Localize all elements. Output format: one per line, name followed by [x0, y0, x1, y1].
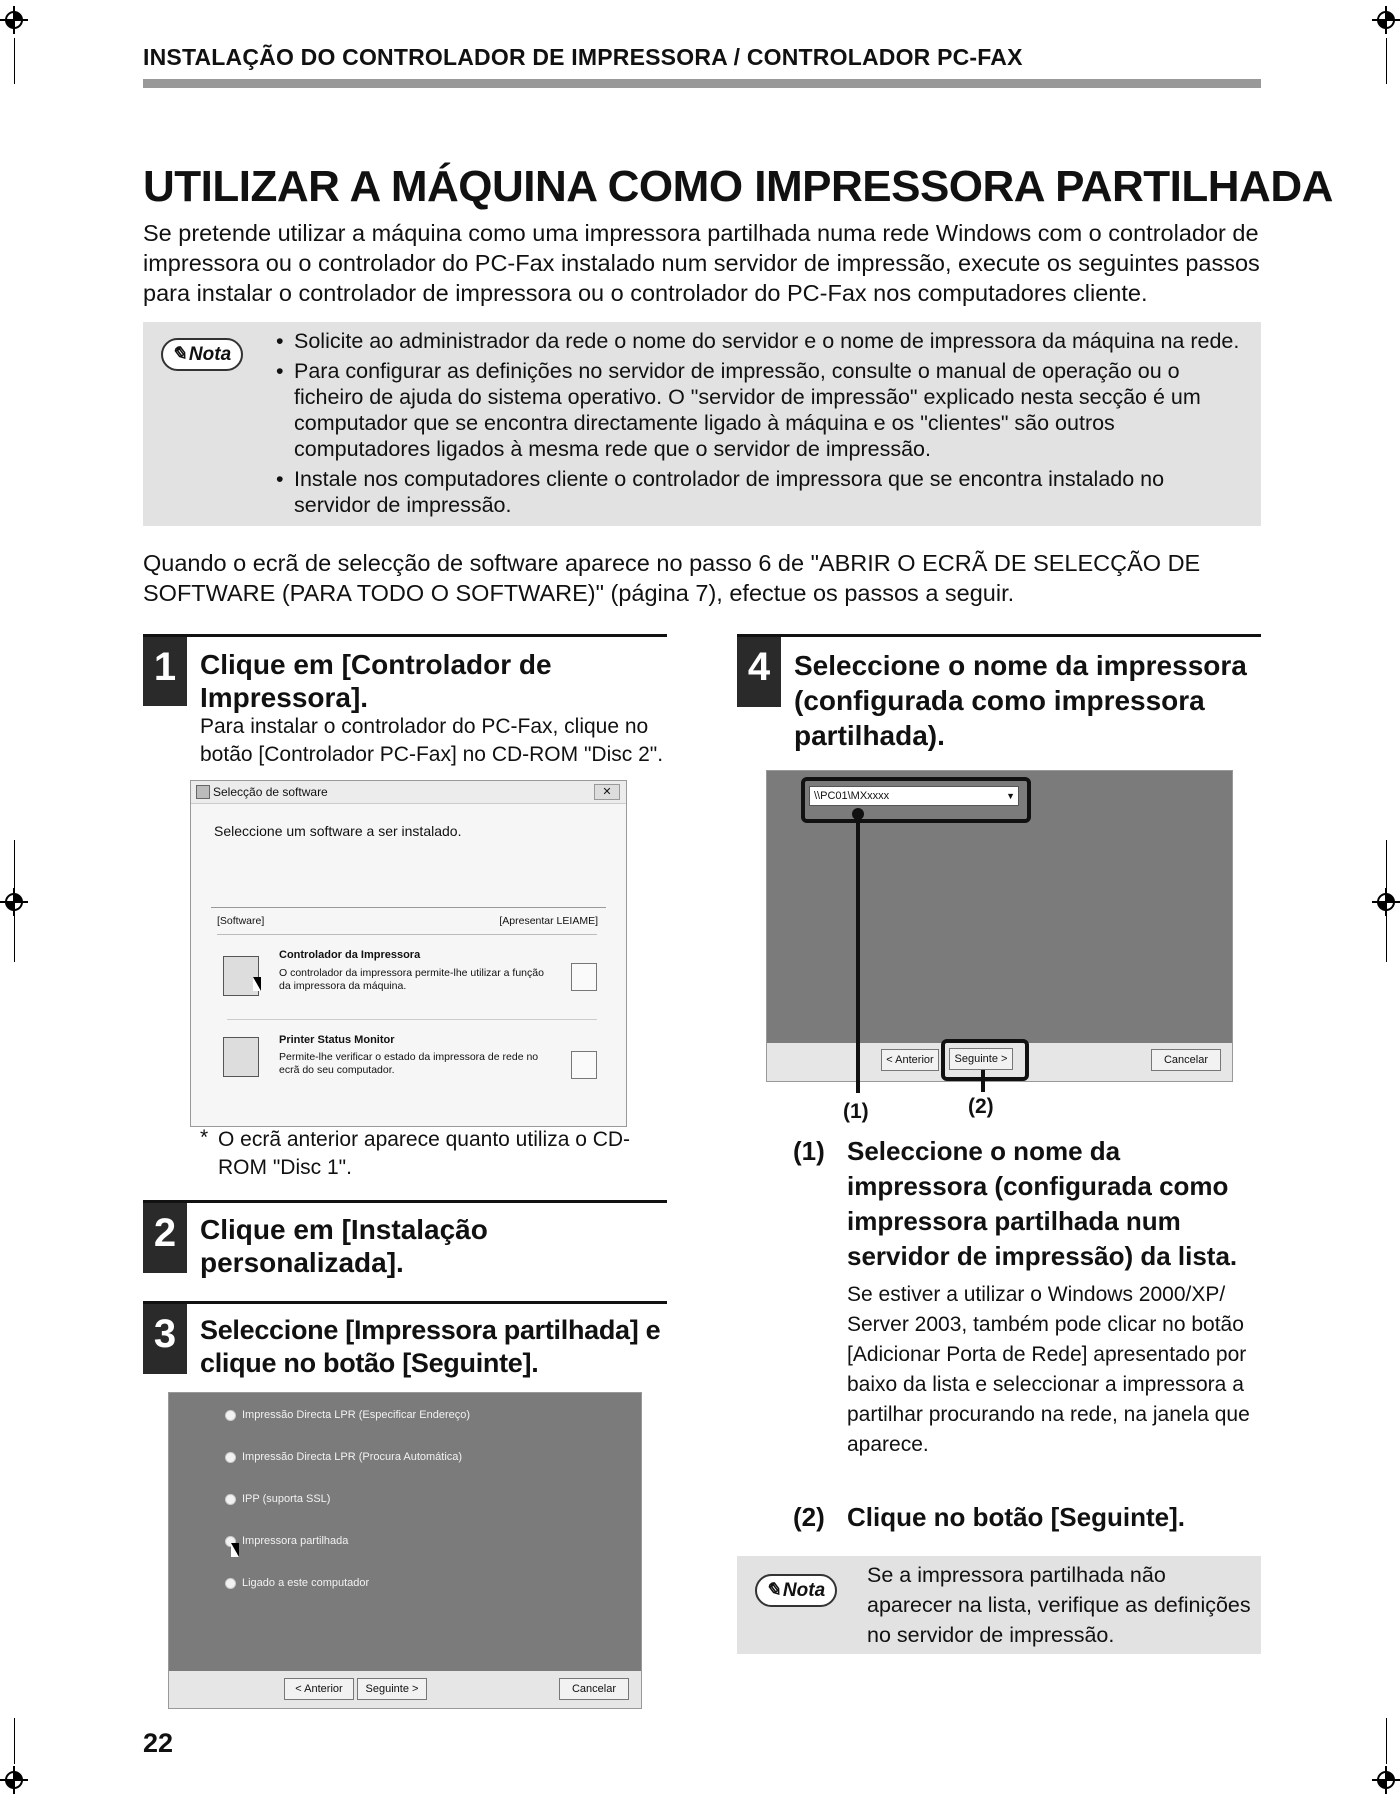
footnote-mark: * [200, 1126, 209, 1149]
status-monitor-title[interactable]: Printer Status Monitor [279, 1034, 395, 1046]
next-button[interactable]: Seguinte > [357, 1678, 427, 1700]
callout-line-1 [856, 813, 860, 1093]
crop-line [14, 1718, 15, 1764]
radio-option[interactable] [225, 1577, 369, 1589]
crop-line [14, 38, 15, 84]
step-1-number: 1 [143, 637, 187, 706]
software-column-header: [Software] [217, 915, 265, 927]
readme-column-header: [Apresentar LEIAME] [499, 915, 598, 927]
callout-label-2: (2) [968, 1095, 994, 1118]
divider [217, 934, 597, 935]
status-monitor-icon[interactable] [223, 1037, 259, 1077]
next-button[interactable]: Seguinte > [949, 1048, 1013, 1070]
note-item: • Solicite ao administrador da rede o nome do servidor e o nome de impressora da máquina na rede. [276, 328, 1246, 354]
close-icon[interactable]: ✕ [594, 784, 620, 800]
radio-icon[interactable] [225, 1578, 236, 1589]
printer-path: \\PC01\MXxxxx [814, 790, 890, 802]
window-titlebar [191, 781, 626, 804]
crop-line [14, 840, 15, 962]
readme-icon[interactable] [571, 1051, 597, 1079]
page-title: UTILIZAR A MÁQUINA COMO IMPRESSORA PARTILHADA [143, 162, 1333, 211]
note-item: • Instale nos computadores cliente o controlador de impressora que se encontra instalado no servidor de impressão. [276, 466, 1246, 518]
window-app-icon [196, 785, 210, 799]
radio-option[interactable] [225, 1493, 330, 1505]
divider [211, 907, 606, 908]
callout-dot-1 [852, 808, 864, 820]
back-button[interactable]: < Anterior [284, 1678, 354, 1700]
note-text: Se a impressora partilhada não aparecer na lista, verifique as definições no servidor de impressão. [867, 1563, 1251, 1647]
callout-line-2 [981, 1070, 985, 1092]
radio-label: Impressora partilhada [242, 1535, 349, 1547]
step-4-rule [737, 634, 1261, 637]
note-box [737, 1556, 1261, 1654]
registration-mark-icon [0, 1766, 28, 1794]
step-1-rule [143, 634, 667, 637]
back-button[interactable]: < Anterior [881, 1049, 939, 1071]
radio-icon[interactable] [225, 1452, 236, 1463]
selection-prompt: Seleccione um software a ser instalado. [214, 823, 462, 839]
pencil-icon: ✎ [171, 344, 187, 365]
window-title: Selecção de software [213, 785, 328, 799]
note-item: • Para configurar as definições no servidor de impressão, consulte o manual de operação ou o ficheiro de ajuda do sistema operativo. O "servidor de impressão" explicado nesta secção é um computador que se encontra directamente ligado à máquina e os "clientes" são outros computadores ligados à mesma rede que o servidor de impressão. [276, 358, 1246, 462]
software-selection-screenshot [190, 780, 627, 1127]
step-2-rule [143, 1200, 667, 1203]
substep-2-title: Clique no botão [Seguinte]. [847, 1502, 1185, 1532]
nota-label: Nota [188, 343, 232, 365]
radio-label: IPP (suporta SSL) [242, 1493, 331, 1505]
nota-badge [161, 338, 243, 371]
step-2-number: 2 [143, 1203, 187, 1273]
step-2-title: Clique em [Instalação personalizada]. [200, 1214, 488, 1278]
callout-label-1: (1) [843, 1100, 869, 1123]
radio-icon[interactable] [225, 1410, 236, 1421]
note-box [143, 322, 1261, 526]
radio-label: Ligado a este computador [242, 1577, 370, 1589]
radio-option[interactable] [225, 1409, 470, 1421]
step-1-title: Clique em [Controlador de Impressora]. [200, 649, 552, 713]
crop-line [1386, 1718, 1387, 1764]
radio-label: Impressão Directa LPR (Procura Automática) [242, 1451, 463, 1463]
radio-option[interactable] [225, 1451, 462, 1463]
nota-badge [755, 1574, 837, 1607]
note-list [276, 328, 1246, 522]
substep-1-body: Se estiver a utilizar o Windows 2000/XP/ Server 2003, também pode clicar no botão [Adicionar Porta de Rede] apresentado por baixo da lista e seleccionar a impressora a partilhar procurando na rede, na janela que aparece. [847, 1283, 1250, 1456]
substep-1-number: (1) [793, 1136, 825, 1166]
printer-driver-title[interactable]: Controlador da Impressora [279, 949, 421, 961]
chevron-down-icon[interactable]: ▼ [1006, 791, 1015, 801]
step-4-number: 4 [737, 637, 781, 707]
status-monitor-desc: Permite-lhe verificar o estado da impressora de rede no ecrã do seu computador. [279, 1051, 539, 1076]
header-rule [143, 79, 1261, 88]
nota-label: Nota [782, 1579, 826, 1601]
options-panel [169, 1393, 641, 1671]
intro-paragraph: Se pretende utilizar a máquina como uma impressora partilhada numa rede Windows com o controlador de impressora ou o controlador do PC-Fax instalado num servidor de impressão, execute os seguintes passos para instalar o controlador de impressora ou o controlador do PC-Fax nos computadores cliente. [143, 220, 1260, 306]
cancel-button[interactable]: Cancelar [1151, 1049, 1221, 1071]
pencil-icon: ✎ [765, 1580, 781, 1601]
printer-driver-desc: O controlador da impressora permite-lhe utilizar a função da impressora da máquina. [279, 967, 544, 992]
radio-icon[interactable] [225, 1494, 236, 1505]
radio-label: Impressão Directa LPR (Especificar Endereço) [242, 1409, 471, 1421]
registration-mark-icon [0, 6, 28, 34]
printer-name-select[interactable] [809, 786, 1019, 806]
cursor-arrow-icon [253, 977, 261, 991]
radio-option-shared-printer[interactable] [225, 1535, 348, 1547]
registration-mark-icon [1372, 6, 1400, 34]
substep-2-number: (2) [793, 1502, 825, 1532]
step-3-title: Seleccione [Impressora partilhada] e clique no botão [Seguinte]. [200, 1315, 661, 1378]
cursor-arrow-icon [231, 1543, 239, 1557]
step-3-number: 3 [143, 1304, 187, 1374]
readme-icon[interactable] [571, 963, 597, 991]
page-number: 22 [143, 1728, 174, 1758]
crop-line [1386, 38, 1387, 84]
footnote-text: O ecrã anterior aparece quanto utiliza o CD-ROM "Disc 1". [218, 1128, 631, 1179]
step-4-title: Seleccione o nome da impressora (configurada como impressora partilhada). [794, 650, 1247, 751]
running-header: INSTALAÇÃO DO CONTROLADOR DE IMPRESSORA / CONTROLADOR PC-FAX [143, 44, 1023, 70]
cancel-button[interactable]: Cancelar [559, 1678, 629, 1700]
substep-1-title: Seleccione o nome da impressora (configurada como impressora partilhada num servidor de impressão) da lista. [847, 1136, 1238, 1271]
crop-line [1386, 840, 1387, 962]
installation-type-screenshot [168, 1392, 642, 1709]
registration-mark-icon [1372, 1766, 1400, 1794]
step-1-subtext: Para instalar o controlador do PC-Fax, clique no botão [Controlador PC-Fax] no CD-ROM "Disc 2". [200, 715, 664, 766]
printer-name-screenshot [766, 770, 1233, 1082]
step-3-rule [143, 1301, 667, 1304]
divider [227, 1019, 597, 1020]
lead-paragraph: Quando o ecrã de selecção de software aparece no passo 6 de "ABRIR O ECRÃ DE SELECÇÃO DE SOFTWARE (PARA TODO O SOFTWARE)" (página 7), efectue os passos a seguir. [143, 550, 1201, 606]
